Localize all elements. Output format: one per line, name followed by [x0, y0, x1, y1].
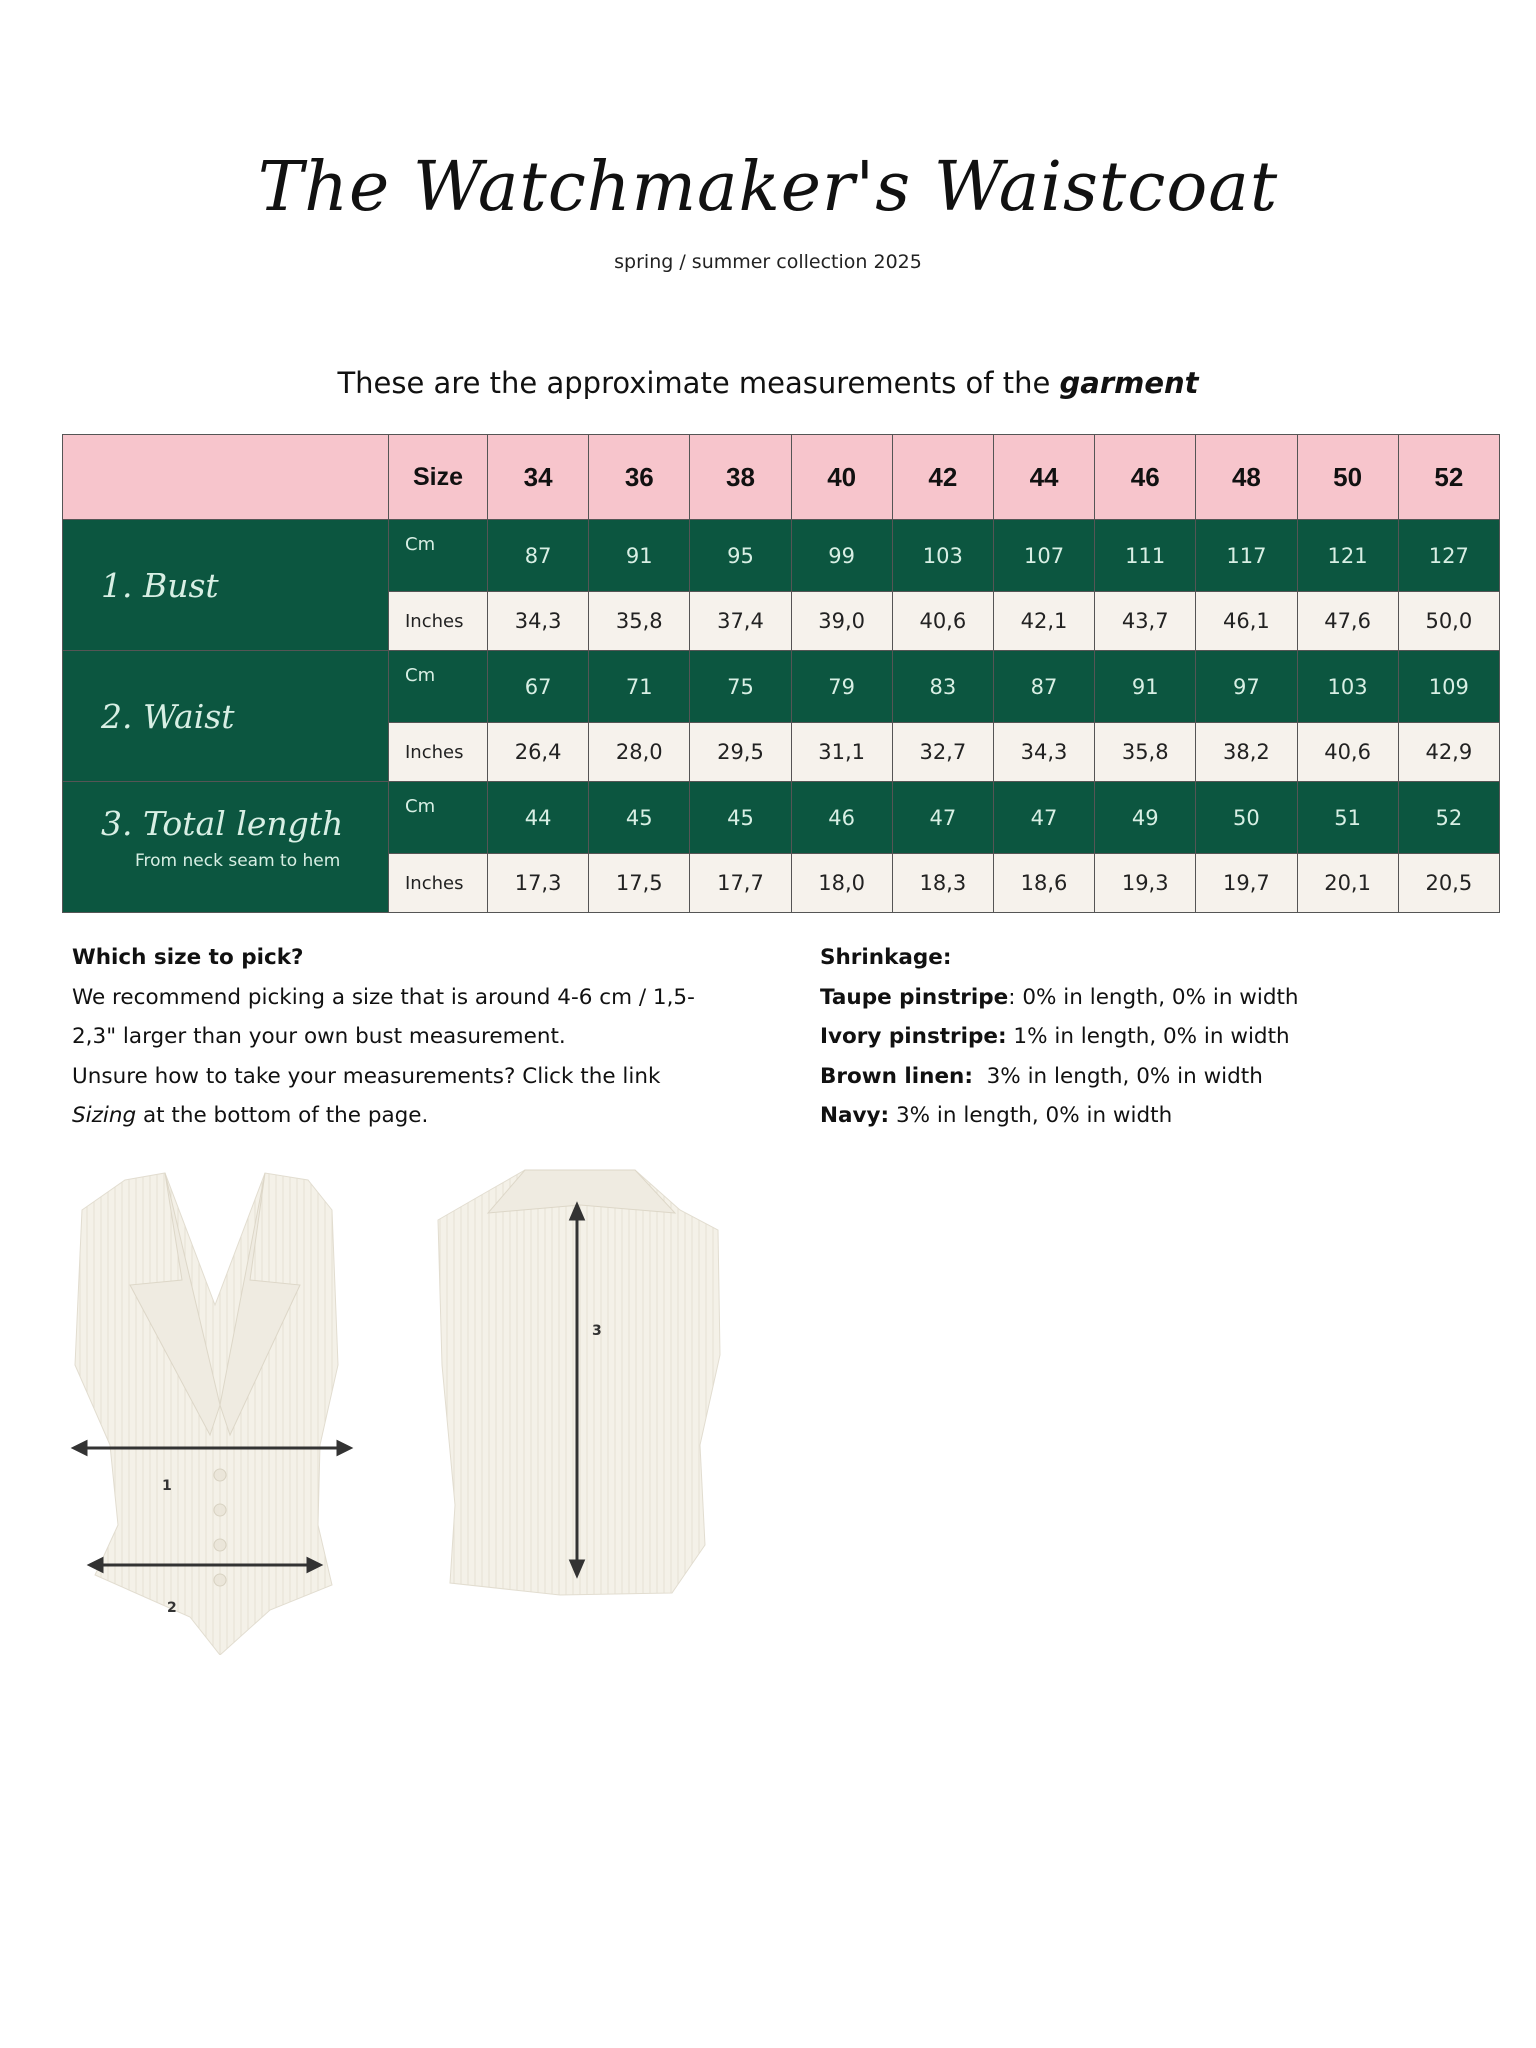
back-vest-diagram — [430, 1165, 730, 1605]
measurement-value: 28,0 — [589, 723, 690, 782]
shrinkage-value: : 0% in length, 0% in width — [1008, 984, 1299, 1010]
measurement-value: 87 — [993, 651, 1094, 723]
measurement-label-cell — [63, 651, 389, 782]
length-marker: 3 — [592, 1323, 602, 1339]
measurement-value: 52 — [1398, 782, 1499, 854]
measurement-value: 109 — [1398, 651, 1499, 723]
measurement-value: 117 — [1196, 520, 1297, 592]
shrinkage-value: 1% in length, 0% in width — [1006, 1024, 1290, 1049]
measurement-value: 19,7 — [1196, 854, 1297, 913]
size-header-34: 34 — [488, 435, 589, 520]
size-header-42: 42 — [892, 435, 993, 520]
unit-label: Cm — [389, 651, 488, 723]
measurement-value: 19,3 — [1095, 854, 1196, 913]
size-advice-heading: Which size to pick? — [72, 945, 304, 970]
measurement-value: 111 — [1095, 520, 1196, 592]
bust-marker: 1 — [162, 1478, 172, 1494]
measurement-value: 44 — [488, 782, 589, 854]
measurement-value: 50 — [1196, 782, 1297, 854]
waist-marker: 2 — [167, 1600, 177, 1616]
shrinkage-item — [820, 978, 1470, 1018]
measurement-value: 18,6 — [993, 854, 1094, 913]
size-header-36: 36 — [589, 435, 690, 520]
measurement-value: 35,8 — [589, 592, 690, 651]
measurement-value: 42,9 — [1398, 723, 1499, 782]
measurement-value: 99 — [791, 520, 892, 592]
measurement-value: 103 — [892, 520, 993, 592]
shrinkage-item — [820, 1017, 1470, 1057]
size-advice-line — [72, 1096, 722, 1136]
empty-header-cell — [63, 435, 389, 520]
unit-label: Cm — [389, 782, 488, 854]
measurement-value: 39,0 — [791, 592, 892, 651]
size-advice-line: Unsure how to take your measurements? Click the link — [72, 1063, 661, 1089]
front-vest-diagram — [70, 1165, 370, 1655]
measurement-row-cm — [63, 651, 1500, 723]
size-advice-line: We recommend picking a size that is around 4-6 cm / 1,5- — [72, 984, 695, 1010]
measurement-value: 43,7 — [1095, 592, 1196, 651]
size-header-44: 44 — [993, 435, 1094, 520]
measurement-value: 45 — [690, 782, 791, 854]
measurement-label-cell — [63, 520, 389, 651]
unit-label: Inches — [389, 723, 488, 782]
measurement-value: 91 — [589, 520, 690, 592]
size-chart-table — [62, 434, 1500, 913]
measurement-value: 79 — [791, 651, 892, 723]
shrinkage-heading: Shrinkage: — [820, 945, 952, 970]
shrinkage-value: 3% in length, 0% in width — [972, 1063, 1263, 1089]
fabric-name: Navy: — [820, 1103, 890, 1128]
measurement-value: 121 — [1297, 520, 1398, 592]
measurement-label: 1. Bust — [101, 565, 219, 605]
measurement-value: 45 — [589, 782, 690, 854]
measurement-value: 34,3 — [993, 723, 1094, 782]
measurement-value: 46,1 — [1196, 592, 1297, 651]
measurement-value: 35,8 — [1095, 723, 1196, 782]
measurement-value: 31,1 — [791, 723, 892, 782]
measurement-label: 2. Waist — [101, 696, 235, 736]
measurement-value: 95 — [690, 520, 791, 592]
unit-label: Inches — [389, 592, 488, 651]
measurement-value: 103 — [1297, 651, 1398, 723]
measurement-label: 3. Total length — [101, 804, 344, 843]
measurement-value: 127 — [1398, 520, 1499, 592]
measurement-value: 46 — [791, 782, 892, 854]
measurement-value: 83 — [892, 651, 993, 723]
measurement-value: 20,1 — [1297, 854, 1398, 913]
measurement-row-cm — [63, 782, 1500, 854]
measurement-value: 17,5 — [589, 854, 690, 913]
shrinkage-section — [820, 938, 1470, 1136]
measurement-value: 38,2 — [1196, 723, 1297, 782]
measurement-value: 37,4 — [690, 592, 791, 651]
measurement-value: 34,3 — [488, 592, 589, 651]
measurement-value: 40,6 — [892, 592, 993, 651]
measurement-value: 47,6 — [1297, 592, 1398, 651]
shrinkage-item — [820, 1096, 1470, 1136]
size-header-46: 46 — [1095, 435, 1196, 520]
measurement-value: 75 — [690, 651, 791, 723]
measurement-value: 97 — [1196, 651, 1297, 723]
intro-prefix: These are the approximate measurements of the — [337, 366, 1051, 400]
measurement-value: 20,5 — [1398, 854, 1499, 913]
page-title: The Watchmaker's Waistcoat — [257, 148, 1279, 227]
size-header-40: 40 — [791, 435, 892, 520]
shrinkage-value: 3% in length, 0% in width — [889, 1103, 1173, 1128]
measurement-note: From neck seam to hem — [135, 851, 341, 871]
measurement-value: 49 — [1095, 782, 1196, 854]
unit-label: Inches — [389, 854, 488, 913]
measurement-value: 18,0 — [791, 854, 892, 913]
measurement-value: 42,1 — [993, 592, 1094, 651]
sizing-link[interactable]: Sizing — [72, 1103, 137, 1128]
collection-subtitle: spring / summer collection 2025 — [614, 251, 922, 273]
unit-label: Cm — [389, 520, 488, 592]
measurement-value: 67 — [488, 651, 589, 723]
intro-text — [0, 366, 1536, 400]
size-header-row — [63, 435, 1500, 520]
size-header-50: 50 — [1297, 435, 1398, 520]
measurement-value: 17,3 — [488, 854, 589, 913]
measurement-label-cell — [63, 782, 389, 913]
measurement-value: 17,7 — [690, 854, 791, 913]
size-advice-section — [72, 938, 722, 1136]
measurement-value: 47 — [993, 782, 1094, 854]
size-header-52: 52 — [1398, 435, 1499, 520]
measurement-value: 26,4 — [488, 723, 589, 782]
fabric-name: Ivory pinstripe: — [820, 1024, 1007, 1049]
fabric-name: Taupe pinstripe — [820, 984, 1009, 1010]
intro-emphasis: garment — [1059, 366, 1199, 400]
measurement-value: 40,6 — [1297, 723, 1398, 782]
size-advice-line: 2,3" larger than your own bust measurement. — [72, 1024, 566, 1049]
measurement-value: 32,7 — [892, 723, 993, 782]
measurement-value: 87 — [488, 520, 589, 592]
measurement-value: 47 — [892, 782, 993, 854]
fabric-name: Brown linen: — [820, 1063, 973, 1089]
measurement-value: 51 — [1297, 782, 1398, 854]
measurement-value: 29,5 — [690, 723, 791, 782]
measurement-value: 71 — [589, 651, 690, 723]
shrinkage-item — [820, 1057, 1470, 1097]
measurement-row-cm — [63, 520, 1500, 592]
measurement-value: 18,3 — [892, 854, 993, 913]
measurement-value: 91 — [1095, 651, 1196, 723]
size-header-38: 38 — [690, 435, 791, 520]
size-header-48: 48 — [1196, 435, 1297, 520]
measurement-value: 50,0 — [1398, 592, 1499, 651]
measurement-value: 107 — [993, 520, 1094, 592]
size-label: Size — [389, 435, 488, 520]
size-advice-text: at the bottom of the page. — [136, 1103, 429, 1128]
